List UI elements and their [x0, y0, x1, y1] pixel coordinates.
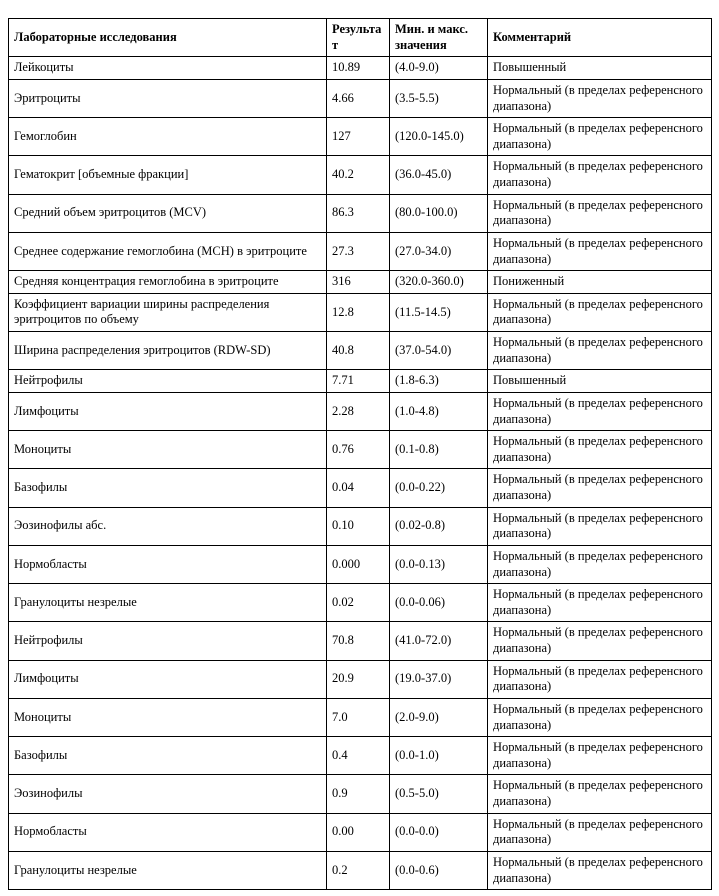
cell-result: 12.8 [327, 293, 390, 331]
header-range: Мин. и макс. значения [390, 19, 488, 57]
cell-name: Гемоглобин [9, 118, 327, 156]
cell-result: 316 [327, 271, 390, 294]
cell-name: Базофилы [9, 469, 327, 507]
cell-comment: Повышенный [488, 370, 712, 393]
cell-comment: Нормальный (в пределах референсного диапазона) [488, 851, 712, 889]
cell-comment: Нормальный (в пределах референсного диапазона) [488, 392, 712, 430]
cell-result: 0.76 [327, 431, 390, 469]
cell-range: (120.0-145.0) [390, 118, 488, 156]
cell-comment: Пониженный [488, 271, 712, 294]
cell-comment: Нормальный (в пределах референсного диапазона) [488, 156, 712, 194]
cell-result: 0.4 [327, 737, 390, 775]
cell-name: Нейтрофилы [9, 622, 327, 660]
cell-name: Лимфоциты [9, 392, 327, 430]
cell-comment: Нормальный (в пределах референсного диапазона) [488, 118, 712, 156]
cell-name: Моноциты [9, 431, 327, 469]
header-test-name: Лабораторные исследования [9, 19, 327, 57]
cell-result: 0.04 [327, 469, 390, 507]
cell-name: Гематокрит [объемные фракции] [9, 156, 327, 194]
header-comment: Комментарий [488, 19, 712, 57]
cell-result: 0.10 [327, 507, 390, 545]
table-row [9, 156, 712, 194]
cell-result: 4.66 [327, 79, 390, 117]
table-row [9, 431, 712, 469]
table-row [9, 851, 712, 889]
table-row [9, 232, 712, 270]
cell-result: 7.71 [327, 370, 390, 393]
cell-range: (2.0-9.0) [390, 698, 488, 736]
cell-range: (19.0-37.0) [390, 660, 488, 698]
header-row [9, 19, 712, 57]
cell-result: 40.8 [327, 332, 390, 370]
cell-comment: Нормальный (в пределах референсного диапазона) [488, 507, 712, 545]
cell-comment: Нормальный (в пределах референсного диапазона) [488, 293, 712, 331]
cell-name: Гранулоциты незрелые [9, 851, 327, 889]
cell-comment: Нормальный (в пределах референсного диапазона) [488, 660, 712, 698]
cell-comment: Нормальный (в пределах референсного диапазона) [488, 545, 712, 583]
cell-range: (11.5-14.5) [390, 293, 488, 331]
cell-range: (0.0-0.06) [390, 584, 488, 622]
lab-table-body [9, 57, 712, 890]
cell-result: 10.89 [327, 57, 390, 80]
lab-results-table [8, 18, 712, 890]
cell-name: Эозинофилы абс. [9, 507, 327, 545]
header-result: Результат [327, 19, 390, 57]
cell-result: 0.2 [327, 851, 390, 889]
cell-name: Базофилы [9, 737, 327, 775]
cell-comment: Нормальный (в пределах референсного диапазона) [488, 813, 712, 851]
table-row [9, 698, 712, 736]
table-row [9, 194, 712, 232]
cell-comment: Нормальный (в пределах референсного диапазона) [488, 194, 712, 232]
table-row [9, 775, 712, 813]
cell-range: (0.0-0.22) [390, 469, 488, 507]
cell-range: (27.0-34.0) [390, 232, 488, 270]
table-row [9, 332, 712, 370]
cell-name: Гранулоциты незрелые [9, 584, 327, 622]
table-row [9, 737, 712, 775]
cell-name: Моноциты [9, 698, 327, 736]
cell-range: (41.0-72.0) [390, 622, 488, 660]
table-row [9, 57, 712, 80]
table-row [9, 622, 712, 660]
cell-name: Лейкоциты [9, 57, 327, 80]
cell-range: (0.1-0.8) [390, 431, 488, 469]
cell-comment: Нормальный (в пределах референсного диапазона) [488, 698, 712, 736]
table-row [9, 293, 712, 331]
cell-result: 0.00 [327, 813, 390, 851]
cell-name: Нормобласты [9, 545, 327, 583]
cell-name: Средний объем эритроцитов (MCV) [9, 194, 327, 232]
cell-range: (1.0-4.8) [390, 392, 488, 430]
cell-range: (0.0-0.6) [390, 851, 488, 889]
cell-result: 86.3 [327, 194, 390, 232]
cell-comment: Повышенный [488, 57, 712, 80]
cell-range: (4.0-9.0) [390, 57, 488, 80]
cell-name: Эозинофилы [9, 775, 327, 813]
table-row [9, 545, 712, 583]
cell-comment: Нормальный (в пределах референсного диапазона) [488, 622, 712, 660]
cell-name: Лимфоциты [9, 660, 327, 698]
table-row [9, 813, 712, 851]
cell-comment: Нормальный (в пределах референсного диапазона) [488, 737, 712, 775]
cell-result: 0.000 [327, 545, 390, 583]
cell-result: 7.0 [327, 698, 390, 736]
cell-comment: Нормальный (в пределах референсного диапазона) [488, 332, 712, 370]
cell-comment: Нормальный (в пределах референсного диапазона) [488, 775, 712, 813]
table-row [9, 584, 712, 622]
cell-name: Нейтрофилы [9, 370, 327, 393]
cell-name: Средняя концентрация гемоглобина в эритроците [9, 271, 327, 294]
cell-range: (3.5-5.5) [390, 79, 488, 117]
cell-result: 127 [327, 118, 390, 156]
table-header [9, 19, 712, 57]
cell-result: 2.28 [327, 392, 390, 430]
cell-range: (37.0-54.0) [390, 332, 488, 370]
cell-name: Среднее содержание гемоглобина (MCH) в эритроците [9, 232, 327, 270]
table-row [9, 79, 712, 117]
cell-range: (0.0-0.13) [390, 545, 488, 583]
cell-name: Эритроциты [9, 79, 327, 117]
table-row [9, 118, 712, 156]
table-row [9, 507, 712, 545]
cell-comment: Нормальный (в пределах референсного диапазона) [488, 79, 712, 117]
table-row [9, 370, 712, 393]
cell-result: 0.9 [327, 775, 390, 813]
cell-result: 70.8 [327, 622, 390, 660]
cell-name: Ширина распределения эритроцитов (RDW-SD) [9, 332, 327, 370]
cell-name: Коэффициент вариации ширины распределения эритроцитов по объему [9, 293, 327, 331]
cell-result: 40.2 [327, 156, 390, 194]
cell-result: 0.02 [327, 584, 390, 622]
cell-result: 27.3 [327, 232, 390, 270]
cell-comment: Нормальный (в пределах референсного диапазона) [488, 584, 712, 622]
cell-range: (0.5-5.0) [390, 775, 488, 813]
table-row [9, 392, 712, 430]
cell-name: Нормобласты [9, 813, 327, 851]
cell-result: 20.9 [327, 660, 390, 698]
cell-range: (80.0-100.0) [390, 194, 488, 232]
cell-range: (36.0-45.0) [390, 156, 488, 194]
cell-range: (0.0-0.0) [390, 813, 488, 851]
table-row [9, 271, 712, 294]
cell-comment: Нормальный (в пределах референсного диапазона) [488, 431, 712, 469]
cell-range: (0.02-0.8) [390, 507, 488, 545]
cell-comment: Нормальный (в пределах референсного диапазона) [488, 469, 712, 507]
cell-comment: Нормальный (в пределах референсного диапазона) [488, 232, 712, 270]
cell-range: (320.0-360.0) [390, 271, 488, 294]
table-row [9, 660, 712, 698]
cell-range: (0.0-1.0) [390, 737, 488, 775]
table-row [9, 469, 712, 507]
cell-range: (1.8-6.3) [390, 370, 488, 393]
